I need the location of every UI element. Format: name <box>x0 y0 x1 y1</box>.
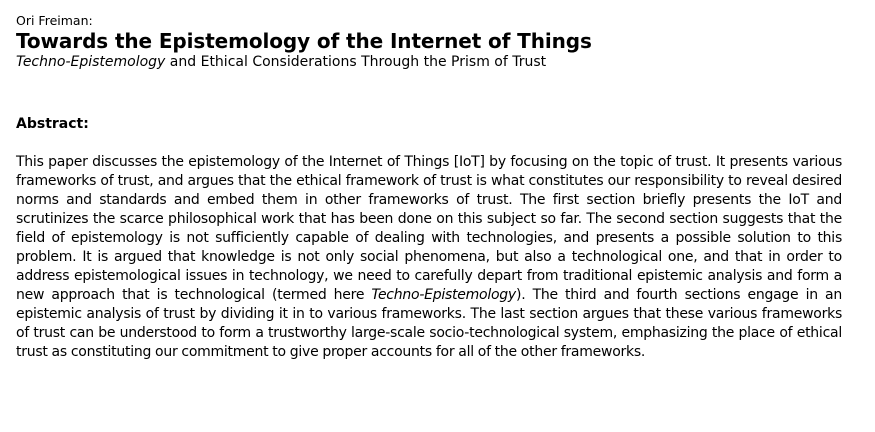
abstract-body <box>16 153 842 362</box>
subtitle-emphasis: Techno-Epistemology <box>16 54 166 70</box>
abstract-text-part1: This paper discusses the epistemology of the Internet of Things [IoT] by focusing on the topic of trust. It presents various frameworks of trust, and argues that the ethical framework of trust is what constitutes our responsibility to reveal desired norms and standards and embed them in other frameworks of trust. The first section briefly presents the IoT and scrutinizes the scarce philosophical work that has been done on this subject so far. The second section suggests that the field of epistemology is not sufficiently capable of dealing with technologies, and presents a possible solution to this problem. It is argued that knowledge is not only social phenomena, but also a technological one, and that in order to address epistemological issues in technology, we need to carefully depart from traditional epistemic analysis and form a new approach that is technological (termed here <box>16 154 842 303</box>
paper-title: Towards the Epistemology of the Internet of Things <box>16 29 592 53</box>
paper-subtitle <box>16 53 859 71</box>
subtitle-rest: and Ethical Considerations Through the Prism of Trust <box>165 54 547 70</box>
abstract-heading: Abstract: <box>16 116 89 132</box>
abstract-text-part2: ). The third and fourth sections engage in an epistemic analysis of trust by dividing it in to various frameworks. The last section argues that these various frameworks of trust can be understood to form a trustworthy large-scale socio-technological system, emphasizing the place of ethical trust as constituting our commitment to give proper accounts for all of the other frameworks. <box>16 287 843 360</box>
author-name: Ori Freiman: <box>16 13 93 28</box>
abstract-emphasis: Techno-Epistemology <box>371 287 516 303</box>
